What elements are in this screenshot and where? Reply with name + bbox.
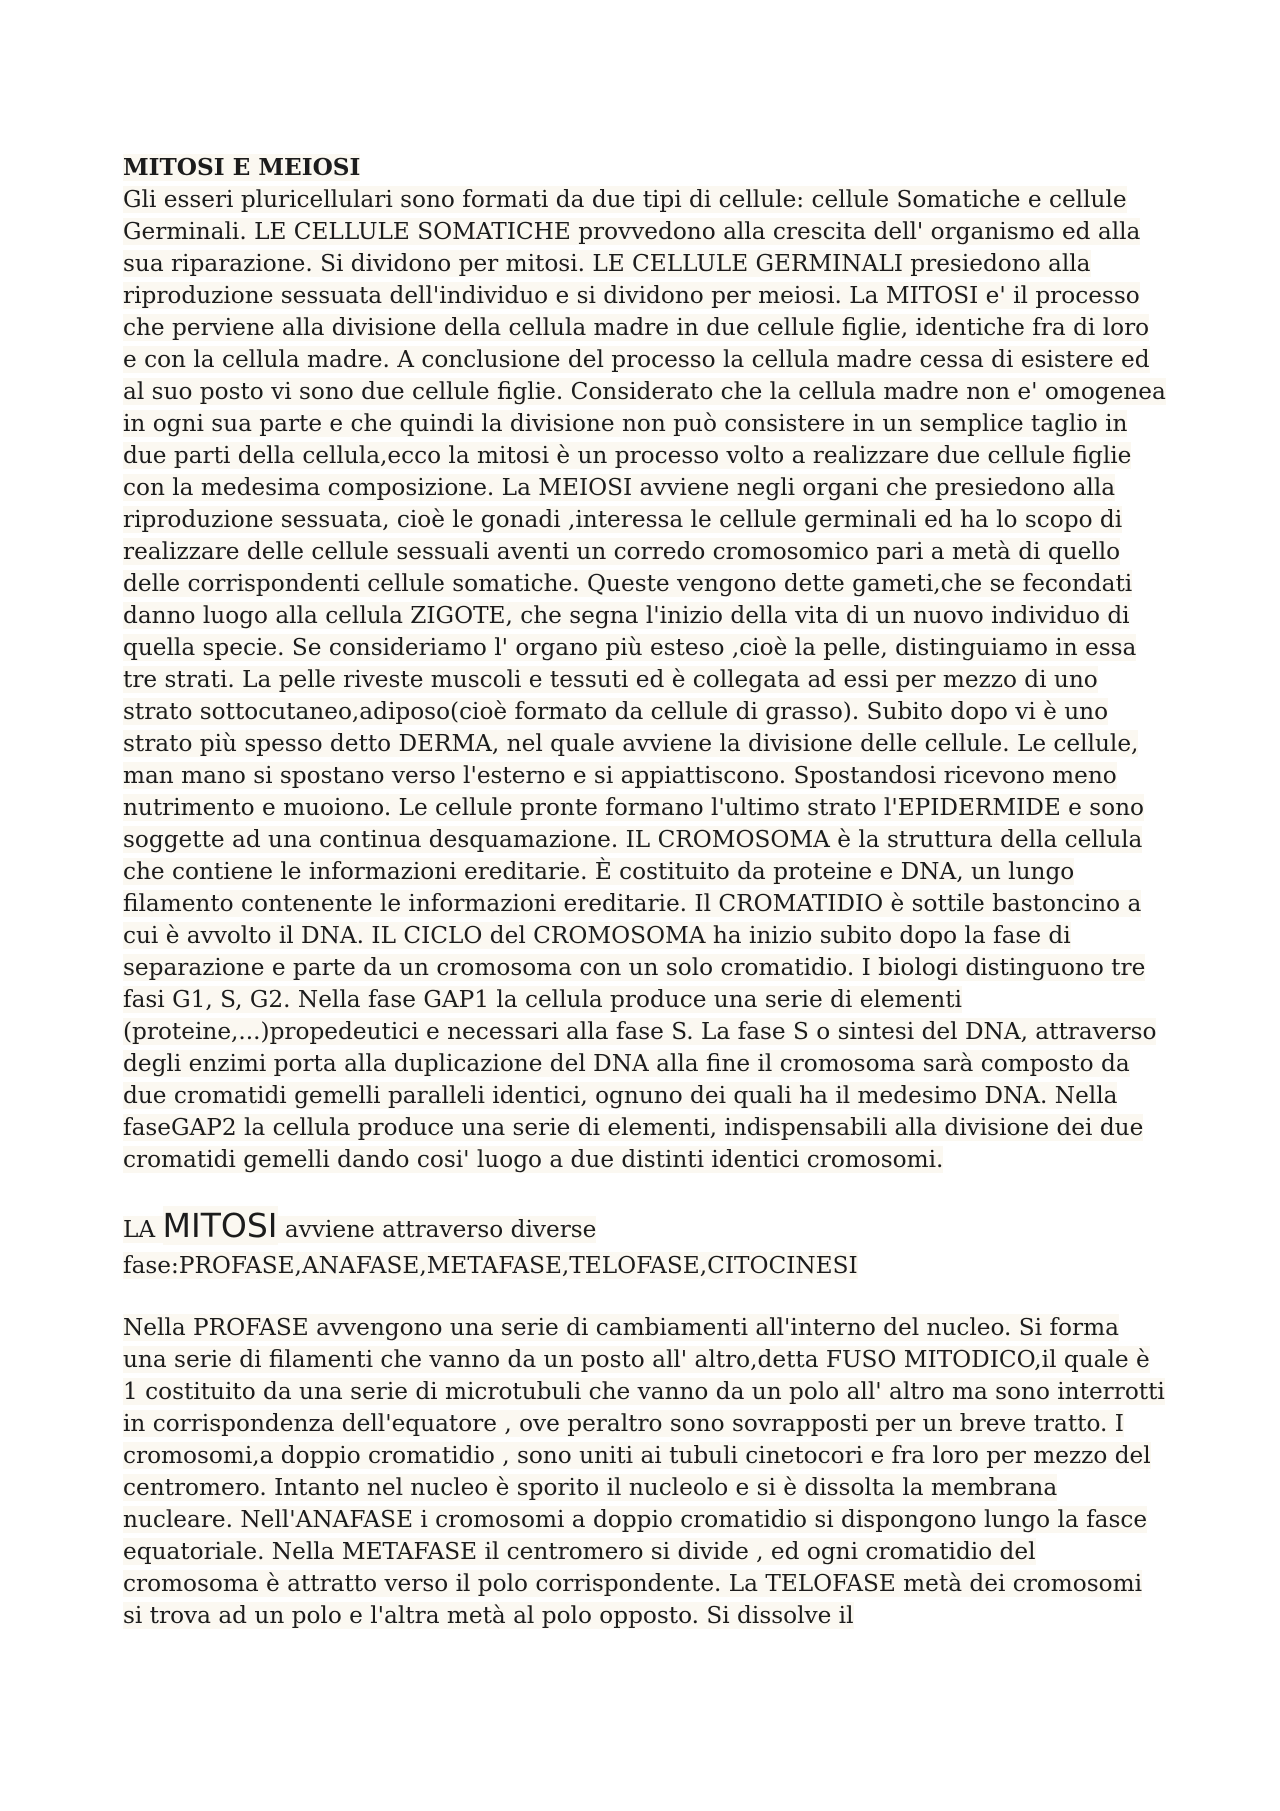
heading-prefix: LA <box>123 1216 163 1243</box>
paragraph-text: Gli esseri pluricellulari sono formati da due tipi di cellule: cellule Somatiche e cellule Germinali. LE CELLULE SOMATICHE provvedono alla crescita dell' organismo ed alla sua riparazione. Si dividono per mitosi. LE CELLULE GERMINALI presiedono alla riproduzione sessuata dell'individuo e si dividono per meiosi. La MITOSI e' il processo che perviene alla divisione della cellula madre in due cellule figlie, identiche fra di loro e con la cellula madre. A conclusione del processo la cellula madre cessa di esistere ed al suo posto vi sono due cellule figlie. Considerato che la cellula madre non e' omogenea in ogni sua parte e che quindi la divisione non può consistere in un semplice taglio in due parti della cellula,ecco la mitosi è un processo volto a realizzare due cellule figlie con la medesima composizione. La MEIOSI avviene negli organi che presiedono alla riproduzione sessuata, cioè le gonadi ,interessa le cellule germinali ed ha lo scopo di realizzare delle cellule sessuali aventi un corredo cromosomico pari a metà di quello delle corrispondenti cellule somatiche. Queste vengono dette gameti,che se fecondati danno luogo alla cellula ZIGOTE, che segna l'inizio della vita di un nuovo individuo di quella specie. Se consideriamo l' organo più esteso ,cioè la pelle, distinguiamo in essa tre strati. La pelle riveste muscoli e tessuti ed è collegata ad essi per mezzo di uno strato sottocutaneo,adiposo(cioè formato da cellule di grasso). Subito dopo vi è uno strato più spesso detto DERMA, nel quale avviene la divisione delle cellule. Le cellule, man mano si spostano verso l'esterno e si appiattiscono. Spostandosi ricevono meno nutrimento e muoiono. Le cellule pronte formano l'ultimo strato l'EPIDERMIDE e sono soggette ad una continua desquamazione. IL CROMOSOMA è la struttura della cellula che contiene le informazioni ereditarie. È costituito da proteine e DNA, un lungo filamento contenente le informazioni ereditarie. Il CROMATIDIO è sottile bastoncino a cui è avvolto il DNA. IL CICLO del CROMOSOMA ha inizio subito dopo la fase di separazione e parte da un cromosoma con un solo cromatidio. I biologi distinguono tre fasi G1, S, G2. Nella fase GAP1 la cellula produce una serie di elementi (proteine,...)propedeutici e necessari alla fase S. La fase S o sintesi del DNA, attraverso degli enzimi porta alla duplicazione del DNA alla fine il cromosoma sarà composto da due cromatidi gemelli paralleli identici, ognuno dei quali ha il medesimo DNA. Nella faseGAP2 la cellula produce una serie di elementi, indispensabili alla divisione dei due cromatidi gemelli dando cosi' luogo a due distinti identici cromosomi. <box>123 186 1166 1173</box>
phase-list: fase:PROFASE,ANAFASE,METAFASE,TELOFASE,CITOCINESI <box>123 1252 858 1279</box>
heading-big-word: MITOSI <box>162 1206 278 1245</box>
document-body <box>123 152 1168 1632</box>
mitosi-phases-heading <box>123 1208 1168 1284</box>
heading-suffix: avviene attraverso diverse <box>277 1216 597 1243</box>
paragraph-mitosis-phases <box>123 1312 1168 1632</box>
paragraph-cells-and-chromosomes <box>123 184 1168 1176</box>
paragraph-text: Nella PROFASE avvengono una serie di cambiamenti all'interno del nucleo. Si forma una serie di filamenti che vanno da un posto all' altro,detta FUSO MITODICO,il quale è 1 costituito da una serie di microtubuli che vanno da un polo all' altro ma sono interrotti in corrispondenza dell'equatore , ove peraltro sono sovrapposti per un breve tratto. I cromosomi,a doppio cromatidio , sono uniti ai tubuli cinetocori e fra loro per mezzo del centromero. Intanto nel nucleo è sporito il nucleolo e si è dissolta la membrana nucleare. Nell'ANAFASE i cromosomi a doppio cromatidio si dispongono lungo la fasce equatoriale. Nella METAFASE il centromero si divide , ed ogni cromatidio del cromosoma è attratto verso il polo corrispondente. La TELOFASE metà dei cromosomi si trova ad un polo e l'altra metà al polo opposto. Si dissolve il <box>123 1314 1165 1629</box>
document-title: MITOSI E MEIOSI <box>123 154 361 181</box>
